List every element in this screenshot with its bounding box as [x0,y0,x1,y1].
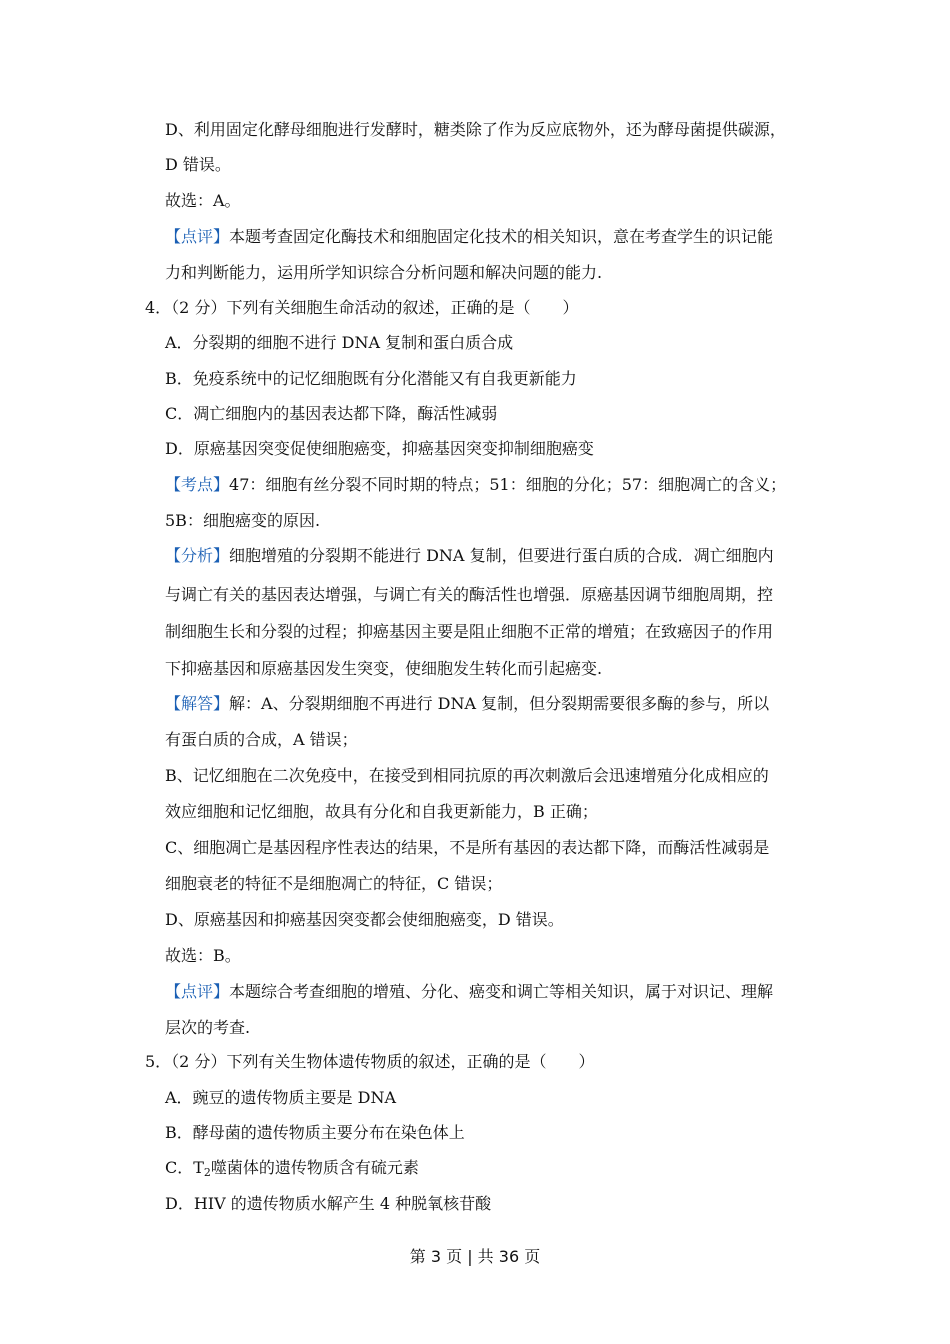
text-line: C、细胞凋亡是基因程序性表达的结果，不是所有基因的表达都下降，而酶活性减弱是 [165,838,770,857]
review-text: 本题考查固定化酶技术和细胞固定化技术的相关知识，意在考查学生的识记能 [229,227,774,246]
text-line: D、利用固定化酵母细胞进行发酵时，糖类除了作为反应底物外，还为酵母菌提供碳源， [165,120,786,139]
text-line: 有蛋白质的合成，A 错误； [165,730,358,749]
review-line [165,982,773,1002]
page-footer: 第 3 页 | 共 36 页 [409,1247,541,1266]
question-4-stem: 4．（2 分）下列有关细胞生命活动的叙述，正确的是（ ） [145,298,579,317]
text-line: 与调亡有关的基因表达增强，与调亡有关的酶活性也增强．原癌基因调节细胞周期，控 [165,585,774,604]
text-line: 效应细胞和记忆细胞，故具有分化和自我更新能力，B 正确； [165,802,598,821]
review-tag: 【点评】 [165,227,230,246]
text-line: 力和判断能力，运用所学知识综合分析问题和解决问题的能力. [165,263,603,282]
point-text: 47：细胞有丝分裂不同时期的特点；51：细胞的分化；57：细胞凋亡的含义； [229,475,787,494]
text-line: 制细胞生长和分裂的过程；抑癌基因主要是阻止细胞不正常的增殖；在致癌因子的作用 [165,622,774,641]
answer-tag: 【解答】 [165,694,230,713]
option-c: C．凋亡细胞内的基因表达都下降，酶活性减弱 [165,404,498,423]
text-line: D 错误。 [165,155,231,174]
answer-text: 解：A、分裂期细胞不再进行 DNA 复制，但分裂期需要很多酶的参与，所以 [229,694,770,713]
text-line: 细胞衰老的特征不是细胞凋亡的特征，C 错误； [165,874,503,893]
subscript-2: 2 [203,1166,211,1179]
question-5-stem: 5．（2 分）下列有关生物体遗传物质的叙述，正确的是（ ） [145,1052,595,1071]
answer-line [165,694,769,714]
point-tag: 【考点】 [165,475,230,494]
review-text: 本题综合考查细胞的增殖、分化、癌变和调亡等相关知识，属于对识记、理解 [229,982,774,1001]
option-c-prefix: C．T [165,1158,204,1177]
option-b: B．免疫系统中的记忆细胞既有分化潜能又有自我更新能力 [165,369,577,388]
text-line: 下抑癌基因和原癌基因发生突变，使细胞发生转化而引起癌变. [165,659,603,678]
analysis-text: 细胞增殖的分裂期不能进行 DNA 复制，但要进行蛋白质的合成．凋亡细胞内 [229,546,774,565]
point-line [165,475,786,495]
review-tag: 【点评】 [165,982,230,1001]
analysis-line [165,546,774,566]
option-d: D．原癌基因突变促使细胞癌变，抑癌基因突变抑制细胞癌变 [165,439,594,458]
option-b: B．酵母菌的遗传物质主要分布在染色体上 [165,1123,465,1142]
text-line: 5B：细胞癌变的原因. [165,511,321,530]
analysis-tag: 【分析】 [165,546,230,565]
text-line: B、记忆细胞在二次免疫中，在接受到相同抗原的再次刺激后会迅速增殖分化成相应的 [165,766,769,785]
text-line: 层次的考查. [165,1018,251,1037]
option-a: A．分裂期的细胞不进行 DNA 复制和蛋白质合成 [165,333,514,352]
option-c [165,1158,419,1178]
review-line [165,227,773,247]
option-a: A．豌豆的遗传物质主要是 DNA [165,1088,397,1107]
text-line: D、原癌基因和抑癌基因突变都会使细胞癌变，D 错误。 [165,910,564,929]
text-line: 故选：A。 [165,191,241,210]
option-d: D．HIV 的遗传物质水解产生 4 种脱氧核苷酸 [165,1194,492,1213]
text-line: 故选：B。 [165,946,241,965]
option-c-text: 噬菌体的遗传物质含有硫元素 [210,1158,419,1177]
